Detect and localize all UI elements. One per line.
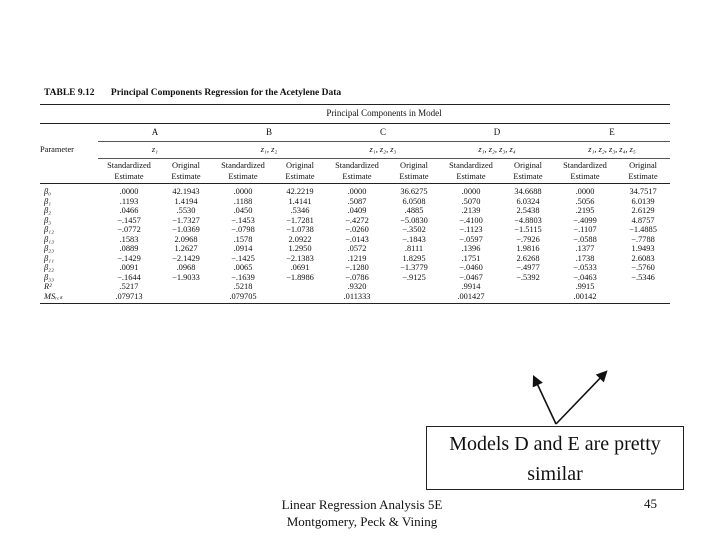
value-cell: 1.2950 xyxy=(288,244,312,254)
value-cell: −.0460 xyxy=(459,263,483,273)
value-cell: 2.0968 xyxy=(174,234,198,244)
parameter-cell: β₁₃ xyxy=(44,234,54,244)
value-cell: .1738 xyxy=(575,253,595,263)
value-cell xyxy=(274,292,326,304)
value-cell: −.7788 xyxy=(631,234,655,244)
value-cell: .1219 xyxy=(347,253,367,263)
value-cell: −.1843 xyxy=(402,234,426,244)
value-cell: .0889 xyxy=(119,244,139,254)
subheader-orig-1 xyxy=(274,159,326,184)
model-label-e: E xyxy=(554,124,670,142)
subheader-std-0 xyxy=(98,159,160,184)
value-cell: .0466 xyxy=(119,206,139,216)
value-cell: .1578 xyxy=(233,234,253,244)
value-cell: 2.0922 xyxy=(288,234,312,244)
value-cell: .0000 xyxy=(233,187,253,197)
components-c: z₁, z₂, z₃ xyxy=(326,142,440,159)
value-cell: .0065 xyxy=(233,263,253,273)
value-cell: 4.8757 xyxy=(631,215,655,225)
value-cell: −.1644 xyxy=(117,272,141,282)
citation-line-1: Linear Regression Analysis 5E xyxy=(281,497,443,512)
value-cell: .2195 xyxy=(575,206,595,216)
subheader-estimate-word: Estimate xyxy=(513,172,543,181)
value-cell: −.5760 xyxy=(631,263,655,273)
value-cell: 1.4194 xyxy=(174,196,198,206)
value-cell: .0000 xyxy=(347,187,367,197)
value-cell: 2.6083 xyxy=(631,253,655,263)
parameter-cell: β₁₁ xyxy=(44,253,54,263)
value-cell: −5.0830 xyxy=(400,215,428,225)
subheader-orig-word: Original xyxy=(514,161,542,170)
value-cell: .1188 xyxy=(233,196,253,206)
model-label-a: A xyxy=(98,124,212,142)
value-cell: −.0463 xyxy=(573,272,597,282)
value-cell: .0000 xyxy=(461,187,481,197)
value-cell: .079713 xyxy=(98,292,160,304)
value-cell xyxy=(160,292,212,304)
value-cell: 42.1943 xyxy=(172,187,200,197)
value-cell: .5217 xyxy=(119,282,139,292)
value-cell: −.5346 xyxy=(631,272,655,282)
model-label-c: C xyxy=(326,124,440,142)
value-cell xyxy=(502,292,554,304)
table-row xyxy=(40,282,670,292)
subheader-estimate-word: Estimate xyxy=(628,172,658,181)
value-cell: −.1425 xyxy=(231,253,255,263)
value-cell: 2.6268 xyxy=(516,253,540,263)
value-cell: .5530 xyxy=(176,206,196,216)
components-a: z₁ xyxy=(98,142,212,159)
value-cell: 1.9816 xyxy=(516,244,540,254)
value-cell: 6.0139 xyxy=(631,196,655,206)
subheader-estimate-word: Estimate xyxy=(399,172,429,181)
value-cell: .0409 xyxy=(347,206,367,216)
value-cell: .1377 xyxy=(575,244,595,254)
subheader-orig-word: Original xyxy=(172,161,200,170)
table-row xyxy=(40,235,670,245)
value-cell: .0000 xyxy=(119,187,139,197)
value-cell: −4.8803 xyxy=(514,215,542,225)
value-cell: .0091 xyxy=(119,263,139,273)
value-cell xyxy=(160,282,212,292)
value-cell: −.1429 xyxy=(117,253,141,263)
value-cell: .00142 xyxy=(554,292,616,304)
value-cell: 34.6688 xyxy=(514,187,542,197)
parameter-cell: MSᵣₑₛ xyxy=(40,292,98,304)
value-cell: 6.0324 xyxy=(516,196,540,206)
components-d: z₁, z₂, z₃, z₄ xyxy=(440,142,554,159)
value-cell: −.1639 xyxy=(231,272,255,282)
value-cell: .001427 xyxy=(440,292,502,304)
subheader-orig-3 xyxy=(502,159,554,184)
value-cell xyxy=(274,282,326,292)
subheader-estimate-word: Estimate xyxy=(570,172,600,181)
arrow-to-model-d xyxy=(534,377,556,424)
subheader-estimate-word: Estimate xyxy=(342,172,372,181)
value-cell: .0572 xyxy=(347,244,367,254)
subheader-estimate-word: Estimate xyxy=(228,172,258,181)
value-cell: −1.8986 xyxy=(286,272,314,282)
value-cell: .0000 xyxy=(575,187,595,197)
model-label-b: B xyxy=(212,124,326,142)
components-e: z₁, z₂, z₃, z₄, z₅ xyxy=(554,142,670,159)
table-row xyxy=(40,244,670,254)
subheader-row xyxy=(40,159,670,184)
table-row xyxy=(40,225,670,235)
value-cell: 34.7517 xyxy=(629,187,657,197)
subheader-std-1 xyxy=(212,159,274,184)
value-cell: .0691 xyxy=(290,263,310,273)
value-cell xyxy=(388,292,440,304)
parameter-cell: β₁ xyxy=(44,196,52,206)
value-cell: 1.2627 xyxy=(174,244,198,254)
citation-line-2: Montgomery, Peck & Vining xyxy=(286,514,438,529)
parameter-cell: β₁₂ xyxy=(44,225,54,235)
subheader-orig-word: Original xyxy=(629,161,657,170)
table-row xyxy=(40,197,670,207)
value-cell: −.0260 xyxy=(345,225,369,235)
value-cell: 36.6275 xyxy=(400,187,428,197)
value-cell: .2139 xyxy=(461,206,481,216)
value-cell: .5056 xyxy=(575,196,595,206)
parameter-cell: β₃₃ xyxy=(44,272,54,282)
value-cell: −.0143 xyxy=(345,234,369,244)
value-cell: −1.0738 xyxy=(286,225,314,235)
page-number: 45 xyxy=(644,496,657,511)
table-row xyxy=(40,273,670,283)
value-cell: .0914 xyxy=(233,244,253,254)
table-spanner: Principal Components in Model xyxy=(98,105,670,124)
components-b: z₁, z₂ xyxy=(212,142,326,159)
table-row xyxy=(40,216,670,226)
value-cell: −.1107 xyxy=(573,225,597,235)
value-cell xyxy=(388,282,440,292)
value-cell: 1.4141 xyxy=(288,196,312,206)
subheader-orig-2 xyxy=(388,159,440,184)
value-cell: .1396 xyxy=(461,244,481,254)
value-cell: −2.1383 xyxy=(286,253,314,263)
table-row xyxy=(40,184,670,197)
value-cell: 2.5438 xyxy=(516,206,540,216)
table-body xyxy=(40,184,670,304)
value-cell: .1751 xyxy=(461,253,481,263)
value-cell: .9915 xyxy=(575,282,595,292)
subheader-estimate-word: Estimate xyxy=(114,172,144,181)
subheader-estimate-word: Estimate xyxy=(171,172,201,181)
value-cell: .5070 xyxy=(461,196,481,206)
table-caption xyxy=(44,88,341,98)
value-cell xyxy=(502,282,554,292)
value-cell: −.1453 xyxy=(231,215,255,225)
table-number: TABLE 9.12 xyxy=(44,88,95,98)
value-cell: .1583 xyxy=(119,234,139,244)
table-row xyxy=(40,254,670,264)
parameter-header: Parameter xyxy=(40,145,74,155)
value-cell: −.9125 xyxy=(402,272,426,282)
value-cell: .5087 xyxy=(347,196,367,206)
value-cell: .4885 xyxy=(404,206,424,216)
value-cell: .011333 xyxy=(326,292,388,304)
value-cell: −.0798 xyxy=(231,225,255,235)
value-cell: −.0786 xyxy=(345,272,369,282)
value-cell: −1.7327 xyxy=(172,215,200,225)
subheader-orig-word: Original xyxy=(400,161,428,170)
subheader-std-3 xyxy=(440,159,502,184)
value-cell: −1.5115 xyxy=(514,225,542,235)
value-cell: 1.9493 xyxy=(631,244,655,254)
value-cell: .079705 xyxy=(212,292,274,304)
value-cell: .5346 xyxy=(290,206,310,216)
parameter-cell: β₂₂ xyxy=(44,263,54,273)
value-cell: −.4977 xyxy=(516,263,540,273)
value-cell: −.4099 xyxy=(573,215,597,225)
pcr-table xyxy=(40,104,670,304)
value-cell: 6.0508 xyxy=(402,196,426,206)
value-cell: .1193 xyxy=(119,196,139,206)
value-cell: −1.0369 xyxy=(172,225,200,235)
subheader-orig-4 xyxy=(616,159,670,184)
value-cell: −.1280 xyxy=(345,263,369,273)
model-label-d: D xyxy=(440,124,554,142)
value-cell: .9320 xyxy=(347,282,367,292)
table-row xyxy=(40,292,670,304)
value-cell: .5218 xyxy=(233,282,253,292)
value-cell: −.0772 xyxy=(117,225,141,235)
value-cell: 1.8295 xyxy=(402,253,426,263)
subheader-orig-0 xyxy=(160,159,212,184)
table-row xyxy=(40,263,670,273)
value-cell: −.1123 xyxy=(459,225,483,235)
annotation-box: Models D and E are pretty similar xyxy=(426,426,684,490)
subheader-std-4 xyxy=(554,159,616,184)
value-cell: −.0533 xyxy=(573,263,597,273)
value-cell: 42.2219 xyxy=(286,187,314,197)
value-cell: −.4272 xyxy=(345,215,369,225)
arrow-to-model-e xyxy=(556,372,606,424)
value-cell: −.7926 xyxy=(516,234,540,244)
value-cell: −.0467 xyxy=(459,272,483,282)
value-cell: .8111 xyxy=(404,244,424,254)
subheader-std-word: Standardized xyxy=(221,161,265,170)
value-cell: −.0588 xyxy=(573,234,597,244)
subheader-estimate-word: Estimate xyxy=(456,172,486,181)
subheader-std-word: Standardized xyxy=(107,161,151,170)
table-row xyxy=(40,206,670,216)
value-cell: .0450 xyxy=(233,206,253,216)
subheader-std-word: Standardized xyxy=(449,161,493,170)
parameter-cell: β₂₃ xyxy=(44,244,54,254)
value-cell: −.1457 xyxy=(117,215,141,225)
subheader-std-word: Standardized xyxy=(335,161,379,170)
value-cell: −1.3779 xyxy=(400,263,428,273)
value-cell: −1.7281 xyxy=(286,215,314,225)
parameter-cell: β₃ xyxy=(44,215,52,225)
value-cell xyxy=(616,282,670,292)
value-cell: .9914 xyxy=(461,282,481,292)
value-cell: −1.9033 xyxy=(172,272,200,282)
value-cell: −2.1429 xyxy=(172,253,200,263)
parameter-cell: R² xyxy=(44,282,52,292)
value-cell: .0968 xyxy=(176,263,196,273)
value-cell: −1.4885 xyxy=(629,225,657,235)
subheader-orig-word: Original xyxy=(286,161,314,170)
value-cell: 2.6129 xyxy=(631,206,655,216)
subheader-std-word: Standardized xyxy=(563,161,607,170)
value-cell: −.5392 xyxy=(516,272,540,282)
value-cell: −.0597 xyxy=(459,234,483,244)
value-cell: −.3502 xyxy=(402,225,426,235)
parameter-cell: β₂ xyxy=(44,206,52,216)
subheader-estimate-word: Estimate xyxy=(285,172,315,181)
parameter-cell: β₀ xyxy=(44,187,52,197)
table-title: Principal Components Regression for the Acetylene Data xyxy=(110,88,342,98)
value-cell: −.4100 xyxy=(459,215,483,225)
footer-citation xyxy=(272,496,452,530)
value-cell xyxy=(616,292,670,304)
subheader-std-2 xyxy=(326,159,388,184)
